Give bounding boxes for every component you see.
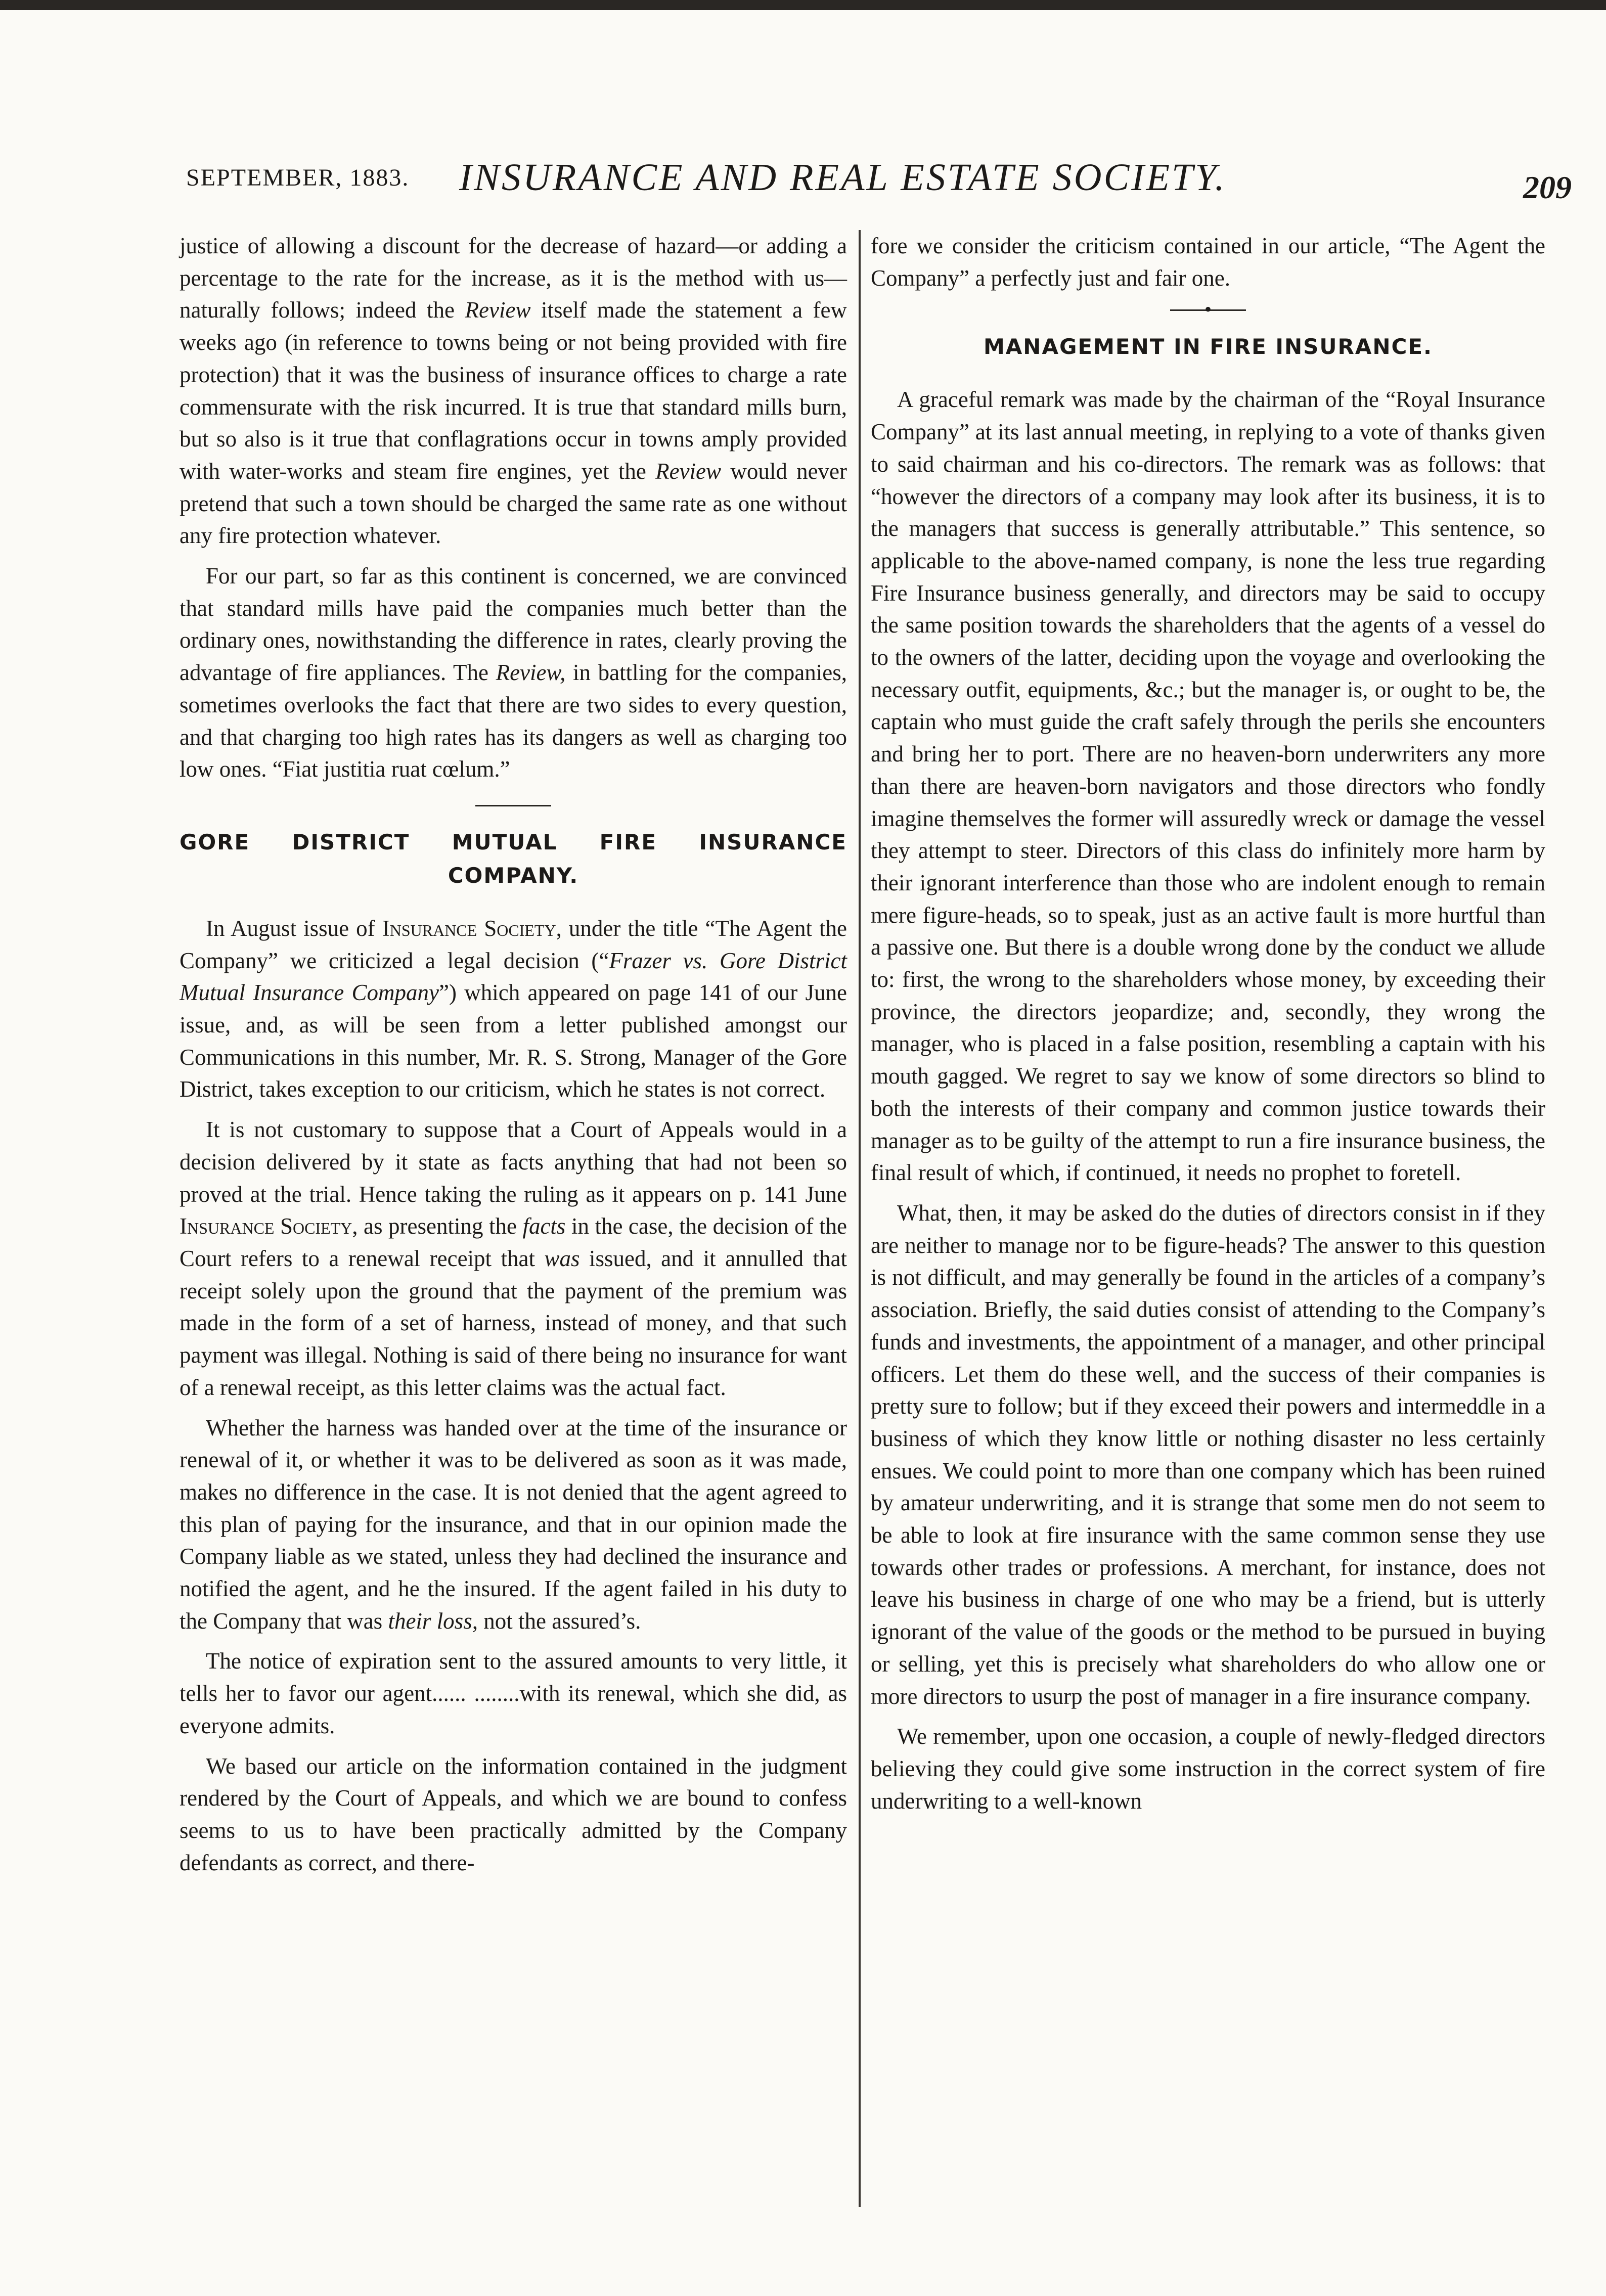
section-heading: MANAGEMENT IN FIRE INSURANCE.: [984, 334, 1433, 359]
section-heading: GORE DISTRICT MUTUAL FIRE INSURANCE COMPANY.: [180, 829, 847, 888]
running-header: [186, 157, 1572, 207]
column-rule: [859, 230, 861, 2207]
paragraph: We remember, upon one occasion, a couple of newly-fledged directors believing they could give some instruction in the correct system of fire underwriting to a well-known: [871, 1724, 1545, 1814]
paragraph: Whether the harness was handed over at the time of the insurance or renewal of it, or whether it was to be delivered as soon as it was made, makes no difference in the case. It is not denied that the agent agreed to this plan of paying for the insurance, and that in our opinion made the Company liable as we stated, unless they had declined the insurance and notified the agent, and he the insured. If the agent failed in his duty to the Company that was their loss, not the assured’s.: [180, 1415, 847, 1634]
section-divider: [475, 805, 551, 806]
paragraph: What, then, it may be asked do the duties of directors consist in if they are neither to manage nor to be figure-heads? The answer to this question is not difficult, and may generally be found in the articles of a company’s association. Briefly, the said duties consist of attending to the Company’s funds and investments, the appointment of a manager, and other principal officers. Let them do these well, and the success of their companies is pretty sure to follow; but if they exceed their powers and intermeddle in a business of which they know little or nothing disaster no less certainly ensues. We could point to more than one company which has been ruined by amateur underwriting, and it is strange that some men do not seem to be able to look at fire insurance with the same common sense they use towards other trades or professions. A merchant, for instance, does not leave his business in charge of one who may be a friend, but is utterly ignorant of the value of the goods or the method to be pursued in buying or selling, yet this is precisely what shareholders do who allow one or more directors to usurp the post of manager in a fire insurance company.: [871, 1200, 1545, 1709]
paragraph: fore we consider the criticism contained in our article, “The Agent the Company” a perfectly just and fair one.: [871, 233, 1545, 291]
paragraph: A graceful remark was made by the chairman of the “Royal Insurance Company” at its last annual meeting, in replying to a vote of thanks given to said chairman and his co-directors. The remark was as follows: that “however the directors of a company may look after its business, it is to the managers that success is generally attributable.” This sentence, so applicable to the above-named company, is none the less true regarding Fire Insurance business generally, and directors may be said to occupy the same position towards the shareholders that the agents of a vessel do to the owners of the latter, deciding upon the voyage and overlooking the necessary outfit, equipments, &c.; but the manager is, or ought to be, the captain who must guide the craft safely through the perils she encounters and bring her to port. There are no heaven-born underwriters any more than there are heaven-born navigators and those directors who fondly imagine themselves the former will assuredly wreck or damage the vessel they attempt to steer. Directors of this class do infinitely more harm by their ignorant interference than those who are indolent enough to remain mere figure-heads, so to speak, just as an active fault is more hurtful than a passive one. But there is a double wrong done by the conduct we allude to: first, the wrong to the shareholders whose money, by exceeding their province, the directors jeopardize; and, secondly, they wrong the manager, who is placed in a false position, resembling a captain with his mouth gagged. We regret to say we know of some directors so blind to both the interests of their company and common justice towards their manager as to be guilty of the attempt to run a fire insurance business, the final result of which, if continued, it needs no prophet to foretell.: [871, 387, 1545, 1186]
right-column: [871, 230, 1545, 1817]
page-top-edge: [0, 0, 1606, 10]
page-number: 209: [1523, 169, 1572, 205]
paragraph: The notice of expiration sent to the assured amounts to very little, it tells her to favor our agent...... ........with its renewal, which she did, as everyone admits.: [180, 1648, 847, 1738]
publication-title: INSURANCE AND REAL ESTATE SOCIETY.: [459, 156, 1227, 199]
ornament-dot: •: [1204, 298, 1212, 321]
issue-date: SEPTEMBER, 1883.: [186, 164, 410, 191]
paragraph: It is not customary to suppose that a Court of Appeals would in a decision delivered by it state as facts anything that had not been so proved at the trial. Hence taking the ruling as it appears on p. 141 June Insurance Society, as presenting the facts in the case, the decision of the Court refers to a renewal receipt that was issued, and it annulled that receipt solely upon the ground that the payment of the premium was made in the form of a set of harness, instead of money, and that such payment was illegal. Nothing is said of there being no insurance for want of a renewal receipt, as this letter claims was the actual fact.: [180, 1117, 847, 1400]
paragraph: For our part, so far as this continent is concerned, we are convinced that standard mills have paid the companies much better than the ordinary ones, nowithstanding the difference in rates, clearly proving the advantage of fire appliances. The Review, in battling for the companies, sometimes overlooks the fact that there are two sides to every question, and that charging too high rates has its dangers as well as charging too low ones. “Fiat justitia ruat cœlum.”: [180, 563, 847, 782]
paragraph: In August issue of Insurance Society, under the title “The Agent the Company” we criticized a legal decision (“Frazer vs. Gore District Mutual Insurance Company”) which appeared on page 141 of our June issue, and, as will be seen from a letter published amongst our Communications in this number, Mr. R. S. Strong, Manager of the Gore District, takes exception to our criticism, which he states is not correct.: [180, 915, 847, 1102]
paragraph: We based our article on the information contained in the judgment rendered by the Court of Appeals, and which we are bound to confess seems to us to have been practically admitted by the Company defendants as correct, and there-: [180, 1753, 847, 1875]
left-column: [180, 230, 847, 1879]
paragraph: justice of allowing a discount for the decrease of hazard—or adding a percentage to the rate for the increase, as it is the method with us—naturally follows; indeed the Review itself made the statement a few weeks ago (in reference to towns being or not being provided with fire protection) that it was the business of insurance offices to charge a rate commensurate with the risk incurred. It is true that standard mills burn, but so also is it true that conflagrations occur in towns amply provided with water-works and steam fire engines, yet the Review would never pretend that such a town should be charged the same rate as one without any fire protection whatever.: [180, 233, 847, 549]
